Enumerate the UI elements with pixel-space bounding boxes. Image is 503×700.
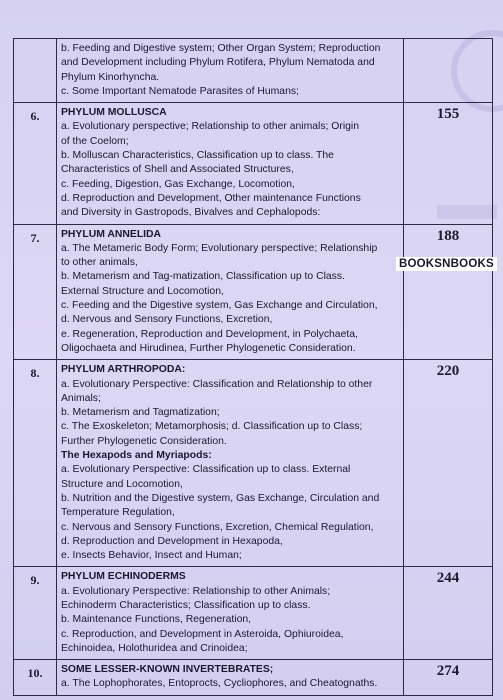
page-number [404, 39, 493, 103]
page-number: 188 [404, 224, 493, 360]
topic-line: b. Metamerism and Tag-matization, Classification up to Class. [61, 271, 345, 283]
topic-line: b. Maintenance Functions, Regeneration, [61, 614, 252, 626]
topic-line: Phylum Kinorhyncha. [61, 71, 160, 83]
page-number: 244 [404, 567, 493, 660]
topic-line: b. Feeding and Digestive system; Other Organ System; Reproduction [61, 43, 381, 54]
contents-row [14, 103, 493, 224]
chapter-description [57, 39, 404, 103]
topic-line: Temperature Regulation, [61, 507, 175, 519]
page-number: 155 [404, 103, 493, 224]
topic-line: b. Metamerism and Tagmatization; [61, 407, 220, 419]
topic-line: Echinoidea, Holothuridea and Crinoidea; [61, 642, 248, 654]
chapter-description [57, 224, 404, 360]
section-heading: SOME LESSER-KNOWN INVERTEBRATES; [61, 664, 274, 676]
chapter-number: 6. [14, 103, 57, 224]
topic-line: c. Nervous and Sensory Functions, Excretion, Chemical Regulation, [61, 521, 374, 533]
topic-line: c. Some Important Nematode Parasites of Humans; [61, 85, 299, 97]
section-heading: PHYLUM ARTHROPODA: [61, 364, 186, 376]
contents-table-body [14, 39, 493, 696]
topic-line: a. The Metameric Body Form; Evolutionary perspective; Relationship [61, 242, 378, 254]
topic-line: to other animals, [61, 257, 138, 269]
topic-line: b. Nutrition and the Digestive system, Gas Exchange, Circulation and [61, 492, 380, 504]
topic-line: and Development including Phylum Rotifera, Phylum Nematoda and [61, 57, 375, 69]
topic-line: c. Reproduction, and Development in Asteroida, Ophiuroidea, [61, 628, 344, 640]
section-heading: PHYLUM MOLLUSCA [61, 107, 167, 119]
topic-line: Oligochaeta and Hirudinea, Further Phylogenetic Consideration. [61, 342, 356, 354]
chapter-number: 10. [14, 660, 57, 696]
contents-row [14, 360, 493, 567]
contents-table [13, 38, 493, 696]
topic-line: c. The Exoskeleton; Metamorphosis; d. Classification up to Class; [61, 421, 363, 433]
watermark: BOOKSNBOOKS [396, 257, 497, 271]
page-number: 274 [404, 660, 493, 696]
contents-row [14, 224, 493, 360]
topic-line: c. Feeding, Digestion, Gas Exchange, Locomotion, [61, 178, 295, 190]
topic-line: of the Coelom; [61, 135, 129, 147]
topic-line: Animals; [61, 392, 101, 404]
contents-row [14, 660, 493, 696]
contents-row [14, 567, 493, 660]
topic-line: d. Reproduction and Development, Other maintenance Functions [61, 192, 361, 204]
page-number: 220 [404, 360, 493, 567]
topic-line: Structure and Locomotion, [61, 478, 183, 490]
contents-row [14, 39, 493, 103]
topic-line: a. Evolutionary perspective; Relationship to other animals; Origin [61, 121, 360, 133]
topic-line: External Structure and Locomotion, [61, 285, 224, 297]
chapter-description [57, 567, 404, 660]
chapter-number: 8. [14, 360, 57, 567]
section-heading: PHYLUM ECHINODERMS [61, 571, 186, 583]
section-heading: The Hexapods and Myriapods: [61, 450, 212, 462]
topic-line: a. Evolutionary Perspective: Classification and Relationship to other [61, 378, 373, 390]
topic-line: e. Insects Behavior, Insect and Human; [61, 550, 242, 562]
topic-line: Echinoderm Characteristics; Classification up to class. [61, 599, 311, 611]
chapter-description [57, 360, 404, 567]
topic-line: and Diversity in Gastropods, Bivalves and Cephalopods: [61, 207, 321, 219]
topic-line: Further Phylogenetic Consideration. [61, 435, 227, 447]
topic-line: b. Molluscan Characteristics, Classification up to class. The [61, 150, 334, 162]
topic-line: e. Regeneration, Reproduction and Development, in Polychaeta, [61, 328, 358, 340]
chapter-description [57, 103, 404, 224]
topic-line: Characteristics of Shell and Associated Structures, [61, 164, 294, 176]
topic-line: d. Nervous and Sensory Functions, Excretion, [61, 314, 273, 326]
chapter-description [57, 660, 404, 696]
topic-line: a. Evolutionary Perspective: Classification up to class. External [61, 464, 351, 476]
chapter-number: 9. [14, 567, 57, 660]
topic-line: d. Reproduction and Development in Hexapoda, [61, 535, 283, 547]
topic-line: c. Feeding and the Digestive system, Gas Exchange and Circulation, [61, 300, 378, 312]
chapter-number [14, 39, 57, 103]
section-heading: PHYLUM ANNELIDA [61, 228, 162, 240]
topic-line: a. The Lophophorates, Entoprocts, Cycliophores, and Cheatognaths. [61, 678, 378, 690]
chapter-number: 7. [14, 224, 57, 360]
topic-line: a. Evolutionary Perspective: Relationship to other Animals; [61, 585, 331, 597]
